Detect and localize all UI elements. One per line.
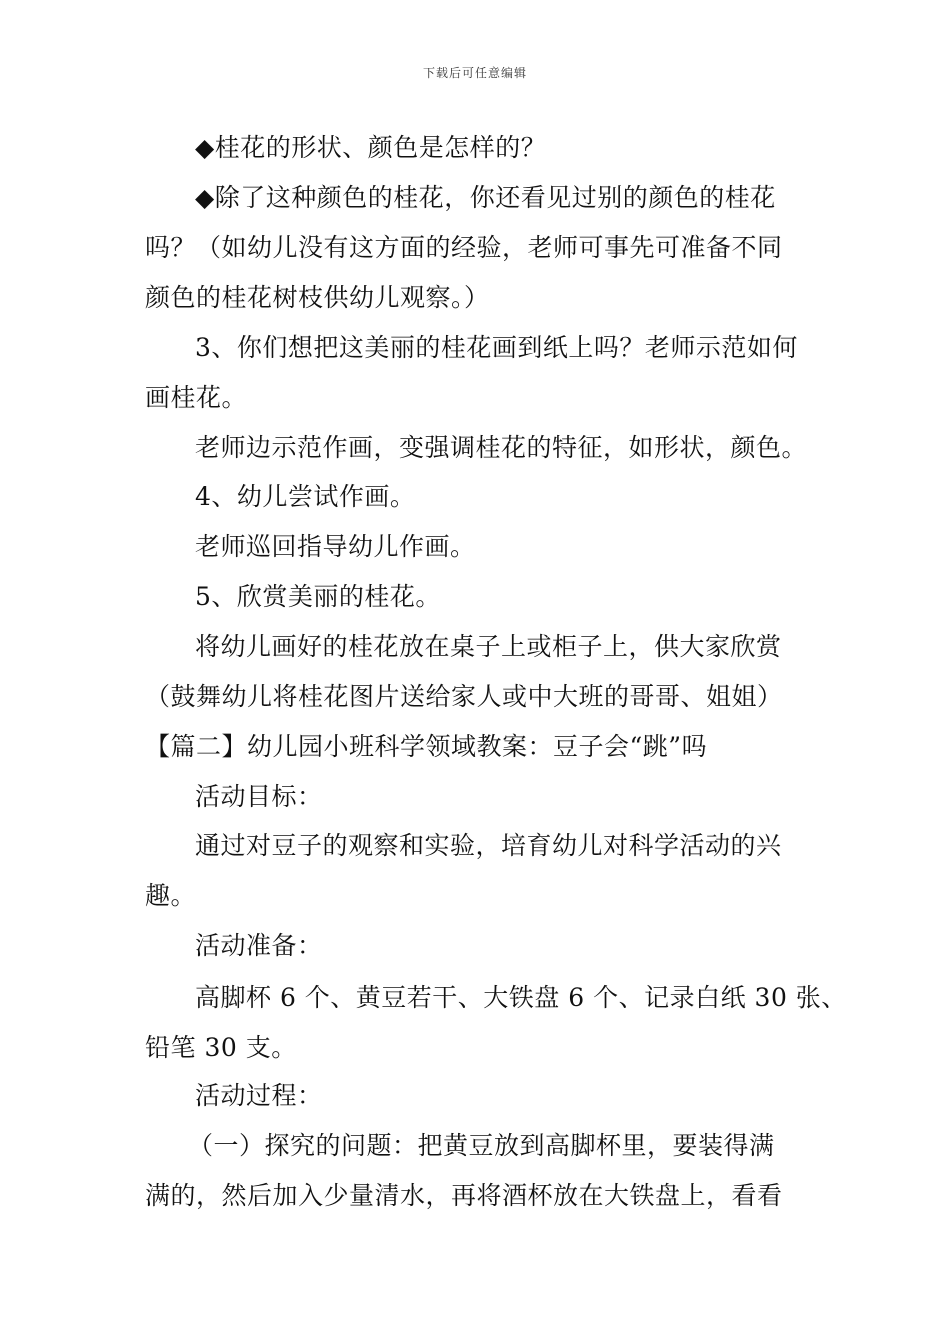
text-line: 活动目标： (195, 782, 323, 811)
text-line: 高脚杯 6 个、黄豆若干、大铁盘 6 个、记录白纸 30 张、 (195, 983, 847, 1012)
text-line: 4、幼儿尝试作画。 (195, 482, 416, 511)
text-line: 活动过程： (195, 1081, 323, 1110)
text-line: 活动准备： (195, 931, 323, 960)
text-line: （一）探究的问题：把黄豆放到高脚杯里，要装得满 (188, 1131, 775, 1160)
text-line: 画桂花。 (145, 383, 248, 412)
text-line: 趣。 (145, 881, 197, 910)
text-line: ◆除了这种颜色的桂花，你还看见过别的颜色的桂花 (195, 183, 776, 212)
text-line: 5、欣赏美丽的桂花。 (195, 582, 441, 611)
text-line: 3、你们想把这美丽的桂花画到纸上吗？老师示范如何 (195, 333, 798, 362)
text-line: 颜色的桂花树枝供幼儿观察。） (145, 283, 490, 312)
text-line: 通过对豆子的观察和实验，培育幼儿对科学活动的兴 (195, 831, 782, 860)
text-line: 铅笔 30 支。 (145, 1033, 297, 1062)
section-heading: 【篇二】幼儿园小班科学领域教案：豆子会“跳”吗 (145, 732, 708, 761)
text-line: ◆桂花的形状、颜色是怎样的？ (195, 133, 547, 162)
page-header: 下载后可任意编辑 (422, 66, 527, 80)
text-line: （鼓舞幼儿将桂花图片送给家人或中大班的哥哥、姐姐） (145, 682, 783, 711)
text-line: 老师巡回指导幼儿作画。 (195, 532, 476, 561)
text-line: 老师边示范作画，变强调桂花的特征，如形状，颜色。 (195, 433, 808, 462)
text-line: 吗？（如幼儿没有这方面的经验，老师可事先可准备不同 (145, 233, 783, 262)
text-line: 将幼儿画好的桂花放在桌子上或柜子上，供大家欣赏 (195, 632, 782, 661)
text-line: 满的，然后加入少量清水，再将酒杯放在大铁盘上，看看 (145, 1181, 783, 1210)
